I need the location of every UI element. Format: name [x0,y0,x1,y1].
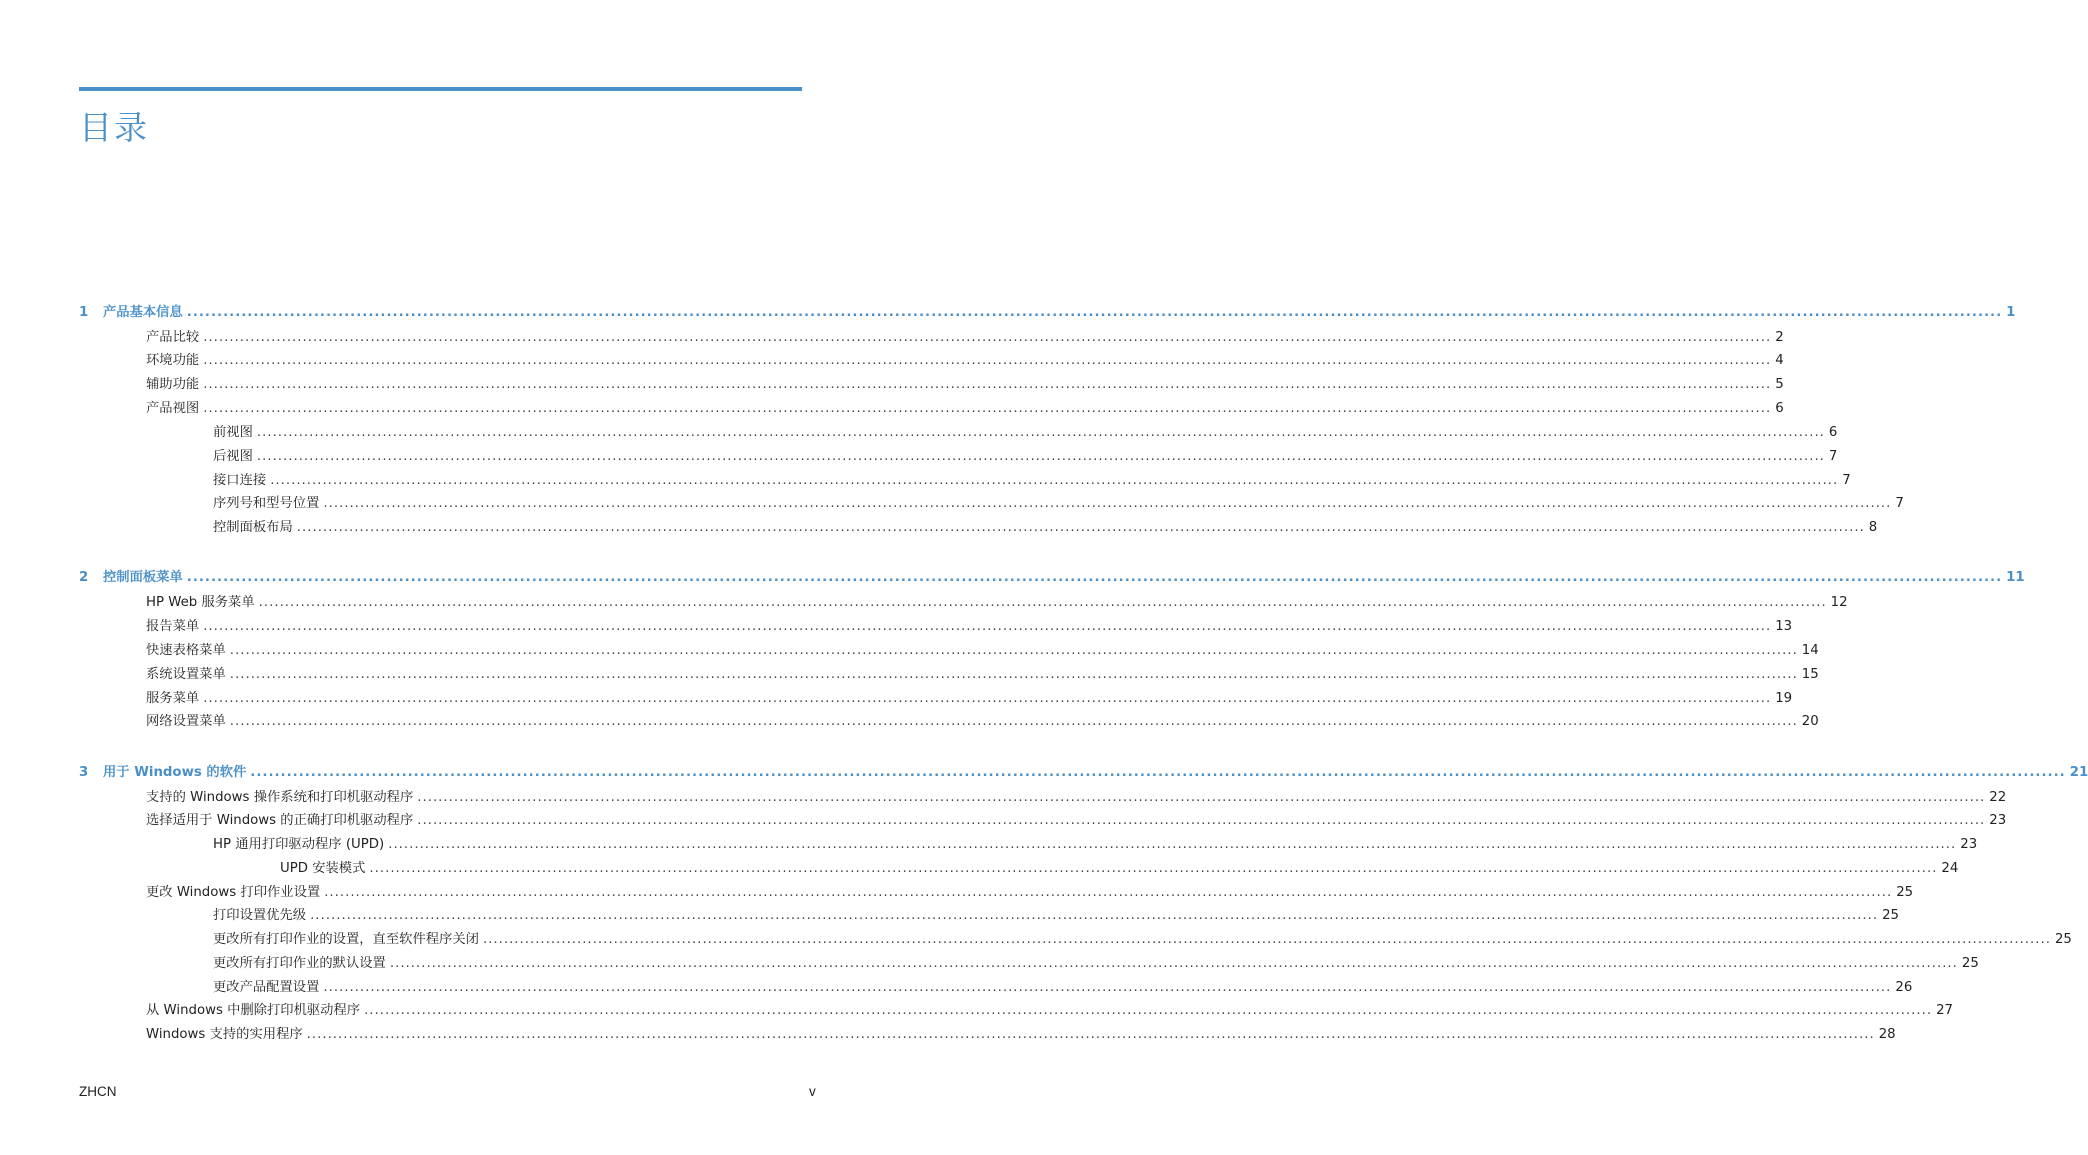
toc-entry-title: 产品比较 [146,330,200,345]
toc-page-number: 25 [1896,885,1914,900]
toc-chapter-number: 2 [79,570,89,585]
toc-chapter-title: 用于 Windows 的软件 [103,765,247,780]
toc-page-number: 25 [1882,908,1900,923]
toc-entry-title: 网络设置菜单 [146,714,226,729]
toc-entry-title: 选择适用于 Windows 的正确打印机驱动程序 [146,813,414,828]
toc-leader-dots: ............................................................................................................................................................................................................................................................................................................ [323,496,1892,511]
toc-page-number: 7 [1842,473,1851,488]
toc-page-number: 7 [1828,449,1838,464]
toc-chapter-entry[interactable] [79,303,2016,323]
toc-leader-dots: ............................................................................................................................................................................................................................................................................................................ [203,401,1772,416]
toc-leader-dots: ............................................................................................................................................................................................................................................................................................................ [417,790,1986,805]
toc-entry-title: 后视图 [213,449,253,464]
toc-page-number: 27 [1936,1003,1954,1018]
toc-entry-title: 产品视图 [146,401,200,416]
toc-leader-dots: ............................................................................................................................................................................................................................................................................................................ [229,667,1798,682]
toc-leader-dots: ............................................................................................................................................................................................................................................................................................................ [324,885,1893,900]
toc-entry-title: 更改所有打印作业的设置，直至软件程序关闭 [213,932,479,947]
toc-leader-dots: ............................................................................................................................................................................................................................................................................................................ [229,714,1798,729]
toc-entry-title: 打印设置优先级 [213,908,307,923]
toc-leader-dots: ............................................................................................................................................................................................................................................................................................................ [186,305,2003,320]
toc-page-number: 25 [2054,932,2072,947]
toc-page-number: 19 [1775,691,1793,706]
toc-leader-dots: ............................................................................................................................................................................................................................................................................................................ [203,691,1772,706]
toc-entry[interactable] [213,954,1979,974]
toc-entry-title: HP 通用打印驱动程序 (UPD) [213,837,385,852]
toc-entry-title: 支持的 Windows 操作系统和打印机驱动程序 [146,790,414,805]
toc-leader-dots: ............................................................................................................................................................................................................................................................................................................ [203,330,1772,345]
toc-chapter-entry[interactable] [79,568,2025,588]
toc-entry-title: Windows 支持的实用程序 [146,1027,303,1042]
toc-entry[interactable] [146,665,1819,685]
toc-leader-dots: ............................................................................................................................................................................................................................................................................................................ [323,980,1892,995]
toc-entry-title: 更改产品配置设置 [213,980,320,995]
toc-page-number: 20 [1801,714,1819,729]
footer-locale: ZHCN [79,1084,117,1099]
toc-leader-dots: ............................................................................................................................................................................................................................................................................................................ [256,449,1825,464]
toc-entry-title: 服务菜单 [146,691,200,706]
toc-chapter-title: 产品基本信息 [103,305,183,320]
toc-entry[interactable] [213,518,1878,538]
toc-chapter-number: 1 [79,305,89,320]
toc-page-number: 21 [2069,765,2088,780]
toc-leader-dots: ............................................................................................................................................................................................................................................................................................................ [388,837,1957,852]
toc-page-number: 15 [1801,667,1819,682]
toc-entry[interactable] [213,930,2072,950]
page-title: 目录 [79,108,149,147]
toc-entry[interactable] [146,641,1819,661]
toc-entry[interactable] [146,689,1793,709]
toc-entry[interactable] [213,978,1913,998]
toc-entry-title: 辅助功能 [146,377,200,392]
toc-leader-dots: ............................................................................................................................................................................................................................................................................................................ [417,813,1986,828]
toc-entry[interactable] [213,494,1904,514]
toc-entry-title: 从 Windows 中删除打印机驱动程序 [146,1003,361,1018]
toc-page-number: 24 [1941,861,1959,876]
toc-leader-dots: ............................................................................................................................................................................................................................................................................................................ [258,595,1827,610]
toc-leader-dots: ............................................................................................................................................................................................................................................................................................................ [256,425,1825,440]
toc-entry-title: 环境功能 [146,353,200,368]
toc-entry[interactable] [146,788,2007,808]
toc-page-number: 11 [2006,570,2025,585]
toc-page-number: 7 [1895,496,1904,511]
toc-leader-dots: ............................................................................................................................................................................................................................................................................................................ [369,861,1938,876]
toc-page-number: 1 [2006,305,2016,320]
toc-entry-title: 快速表格菜单 [146,643,226,658]
toc-page-number: 25 [1961,956,1979,971]
toc-leader-dots: ............................................................................................................................................................................................................................................................................................................ [203,619,1772,634]
toc-entry[interactable] [280,859,1959,879]
toc-entry[interactable] [146,883,1914,903]
toc-entry[interactable] [146,712,1819,732]
toc-entry[interactable] [146,617,1793,637]
toc-entry-title: 更改 Windows 打印作业设置 [146,885,321,900]
toc-entry-title: 接口连接 [213,473,267,488]
toc-page-number: 13 [1775,619,1793,634]
toc-entry[interactable] [146,593,1848,613]
toc-page-number: 26 [1895,980,1913,995]
toc-leader-dots: ............................................................................................................................................................................................................................................................................................................ [296,520,1865,535]
toc-entry[interactable] [146,811,2007,831]
toc-page-number: 8 [1868,520,1878,535]
toc-page-number: 28 [1878,1027,1896,1042]
toc-page-number: 22 [1989,790,2007,805]
toc-leader-dots: ............................................................................................................................................................................................................................................................................................................ [389,956,1958,971]
toc-entry[interactable] [146,1025,1896,1045]
toc-page-number: 2 [1775,330,1784,345]
toc-page-number: 12 [1830,595,1848,610]
toc-leader-dots: ............................................................................................................................................................................................................................................................................................................ [203,377,1772,392]
toc-entry-title: 报告菜单 [146,619,200,634]
toc-chapter-entry[interactable] [79,763,2088,783]
toc-leader-dots: ............................................................................................................................................................................................................................................................................................................ [186,570,2003,585]
toc-entry[interactable] [146,328,1784,348]
toc-leader-dots: ............................................................................................................................................................................................................................................................................................................ [203,353,1772,368]
toc-page-number: 14 [1801,643,1819,658]
toc-entry[interactable] [146,351,1784,371]
toc-leader-dots: ............................................................................................................................................................................................................................................................................................................ [270,473,1839,488]
toc-entry-title: UPD 安装模式 [280,861,366,876]
toc-entry[interactable] [146,399,1784,419]
toc-chapter-title: 控制面板菜单 [103,570,183,585]
header-rule [79,87,802,91]
toc-entry[interactable] [146,375,1784,395]
toc-entry[interactable] [213,906,1900,926]
toc-leader-dots: ............................................................................................................................................................................................................................................................................................................ [364,1003,1933,1018]
toc-chapter-number: 3 [79,765,89,780]
toc-entry[interactable] [213,835,1978,855]
toc-entry-title: 序列号和型号位置 [213,496,320,511]
toc-leader-dots: ............................................................................................................................................................................................................................................................................................................ [482,932,2051,947]
toc-entry[interactable] [213,423,1838,443]
toc-entry[interactable] [213,471,1851,491]
toc-leader-dots: ............................................................................................................................................................................................................................................................................................................ [306,1027,1875,1042]
toc-page-number: 6 [1775,401,1784,416]
toc-entry-title: 更改所有打印作业的默认设置 [213,956,386,971]
footer-page-number: v [809,1084,816,1099]
toc-page-number: 23 [1989,813,2007,828]
toc-leader-dots: ............................................................................................................................................................................................................................................................................................................ [229,643,1798,658]
toc-entry[interactable] [146,1001,1954,1021]
toc-entry-title: 前视图 [213,425,253,440]
toc-entry-title: HP Web 服务菜单 [146,595,255,610]
toc-page-number: 4 [1775,353,1784,368]
toc-entry-title: 控制面板布局 [213,520,293,535]
toc-page-number: 5 [1775,377,1784,392]
toc-entry-title: 系统设置菜单 [146,667,226,682]
toc-leader-dots: ............................................................................................................................................................................................................................................................................................................ [250,765,2066,780]
toc-entry[interactable] [213,447,1838,467]
toc-page-number: 6 [1828,425,1838,440]
toc-leader-dots: ............................................................................................................................................................................................................................................................................................................ [310,908,1879,923]
toc-page-number: 23 [1960,837,1978,852]
